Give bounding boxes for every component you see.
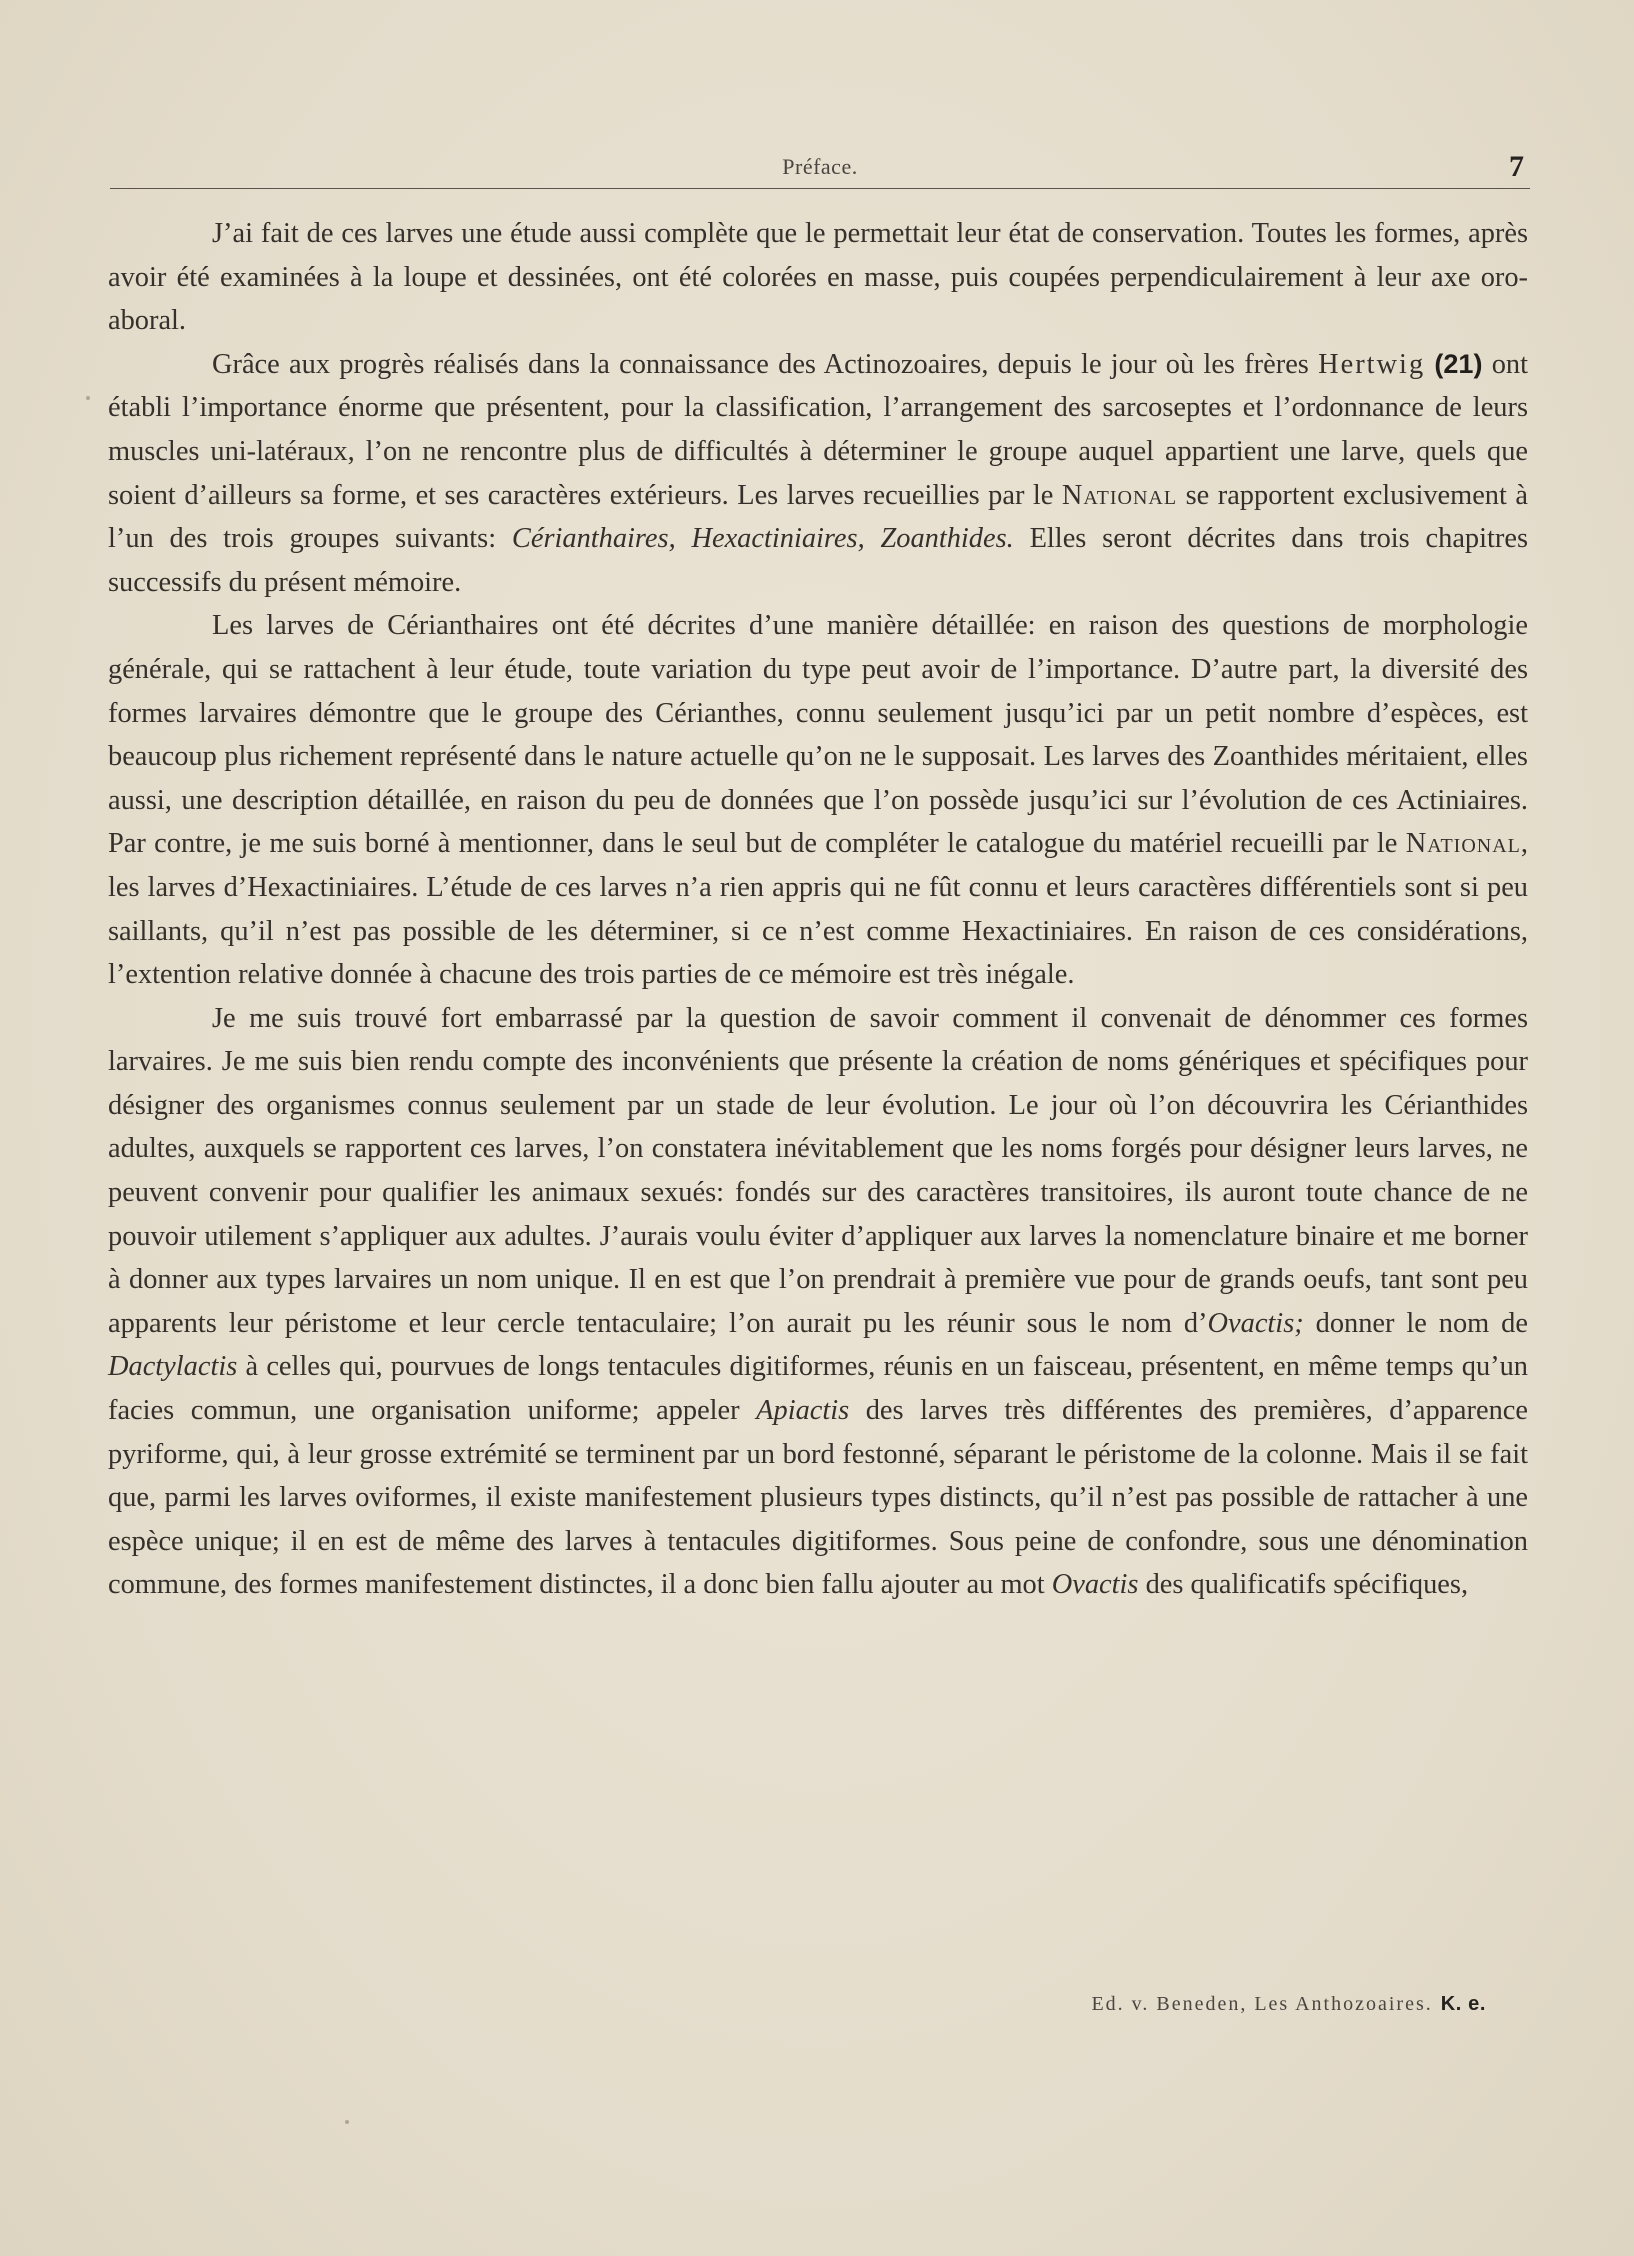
paragraph-4 [108,997,1528,1607]
citation-reference: (21) [1434,348,1483,379]
genus-dactylactis: Dactylactis [108,1351,238,1383]
page-header [110,150,1530,189]
paragraph-4-text-c: à celles qui, pourvues de longs tentacules digitiformes, réunis en un faisceau, présentent, en même temps qu’un facies commun, une organisation uniforme; appeler [108,1351,1528,1427]
group-names: Cérianthaires, Hexactiniaires, Zoanthides. [511,523,1014,555]
paragraph-2-text-b: ont établi l’importance énorme que présentent, pour la classification, l’arrangement des sarcoseptes et l’ordonnance de leurs muscles uni-latéraux, l’on ne rencontre plus de difficultés à déterminer le groupe auquel appartient une larve, quels que soient d’ailleurs sa forme, et ses caractères extérieurs. Les larves recueillies par le [108,348,1528,511]
genus-ovactis: Ovactis [1051,1569,1139,1601]
paragraph-3-text-a: Les larves de Cérianthaires ont été décrites d’une manière détaillée: en raison des questions de morphologie générale, qui se rattachent à leur étude, toute variation du type peut avoir de l’importance. D’autre part, la diversité des formes larvaires démontre que le groupe des Cérianthes, connu seulement jusqu’ici par un petit nombre d’espèces, est beaucoup plus richement représenté dans le nature actuelle qu’on ne le supposait. Les larves des Zoanthides méritaient, elles aussi, une description détaillée, en raison du peu de données que l’on possède jusqu’ici sur l’évolution de ces Actiniaires. Par contre, je me suis borné à mentionner, dans le seul but de compléter le catalogue du matériel recueilli par le [108,610,1528,860]
paragraph-4-text-d: des larves très différentes des premières, d’apparence pyriforme, qui, à leur grosse extrémité se terminent par un bord festonné, séparant le péristome de la colonne. Mais il se fait que, parmi les larves oviformes, il existe manifestement plusieurs types distincts, qu’il n’est pas possible de rattacher à une espèce unique; il en est de même des larves à tentacules digitiformes. Sous peine de confondre, sous une dénomination commune, des formes manifestement distinctes, il a donc bien fallu ajouter au mot [108,1395,1528,1601]
paper-speck [345,2120,349,2124]
body-text [108,212,1528,1607]
paragraph-2-text-c: se rapportent exclusivement à l’un des trois groupes suivants: [108,479,1528,555]
signature-line [1091,1993,1486,2016]
genus-ovactis: Ovactis; [1207,1307,1304,1339]
paragraph-2 [108,343,1528,605]
ship-name-national: National [1405,828,1521,860]
genus-apiactis: Apiactis [756,1395,850,1427]
author-name-hertwig: Hertwig [1318,348,1426,380]
signature-mark: K. e. [1440,1993,1486,2015]
page-number: 7 [1509,150,1524,183]
paragraph-3-text-b: , les larves d’Hexactiniaires. L’étude de ces larves n’a rien appris qui ne fût connu et leurs caractères différentiels sont si peu saillants, qu’il n’est pas possible de les déterminer, si ce n’est comme Hexactiniaires. En raison de ces considérations, l’extention relative donnée à chacune des trois parties de ce mémoire est très inégale. [108,828,1528,991]
paragraph-4-text-b: donner le nom de [1315,1307,1528,1339]
paragraph-1 [108,212,1528,343]
ship-name-national: National [1061,479,1178,511]
paragraph-2-text-a: Grâce aux progrès réalisés dans la connaissance des Actinozoaires, depuis le jour où les frères [212,348,1309,380]
running-title: Préface. [782,154,858,179]
paragraph-4-text-e: des qualificatifs spécifiques, [1145,1569,1469,1601]
paragraph-4-text-a: Je me suis trouvé fort embarrassé par la question de savoir comment il convenait de dénommer ces formes larvaires. Je me suis bien rendu compte des inconvénients que présente la création de noms génériques et spécifiques pour désigner des organismes connus seulement par un stade de leur évolution. Le jour où l’on découvrira les Cérianthides adultes, auxquels se rapportent ces larves, l’on constatera inévitablement que les noms forgés pour désigner leurs larves, ne peuvent convenir pour qualifier les animaux sexués: fondés sur des caractères transitoires, ils auront toute chance de ne pouvoir utilement s’appliquer aux adultes. J’aurais voulu éviter d’appliquer aux larves la nomenclature binaire et me borner à donner aux types larvaires un nom unique. Il en est que l’on prendrait à première vue pour de grands oeufs, tant sont peu apparents leur péristome et leur cercle tentaculaire; l’on aurait pu les réunir sous le nom d’ [108,1002,1528,1339]
paragraph-2-text-d: Elles seront décrites dans trois chapitres successifs du présent mémoire. [108,523,1528,598]
paragraph-3 [108,604,1528,996]
signature-text: Ed. v. Beneden, Les Anthozoaires. [1091,1993,1433,2015]
paper-speck [86,396,90,400]
paragraph-1-text: J’ai fait de ces larves une étude aussi complète que le permettait leur état de conservation. Toutes les formes, après avoir été examinées à la loupe et dessinées, ont été colorées en masse, puis coupées perpendiculairement à leur axe oro-aboral. [108,218,1528,337]
